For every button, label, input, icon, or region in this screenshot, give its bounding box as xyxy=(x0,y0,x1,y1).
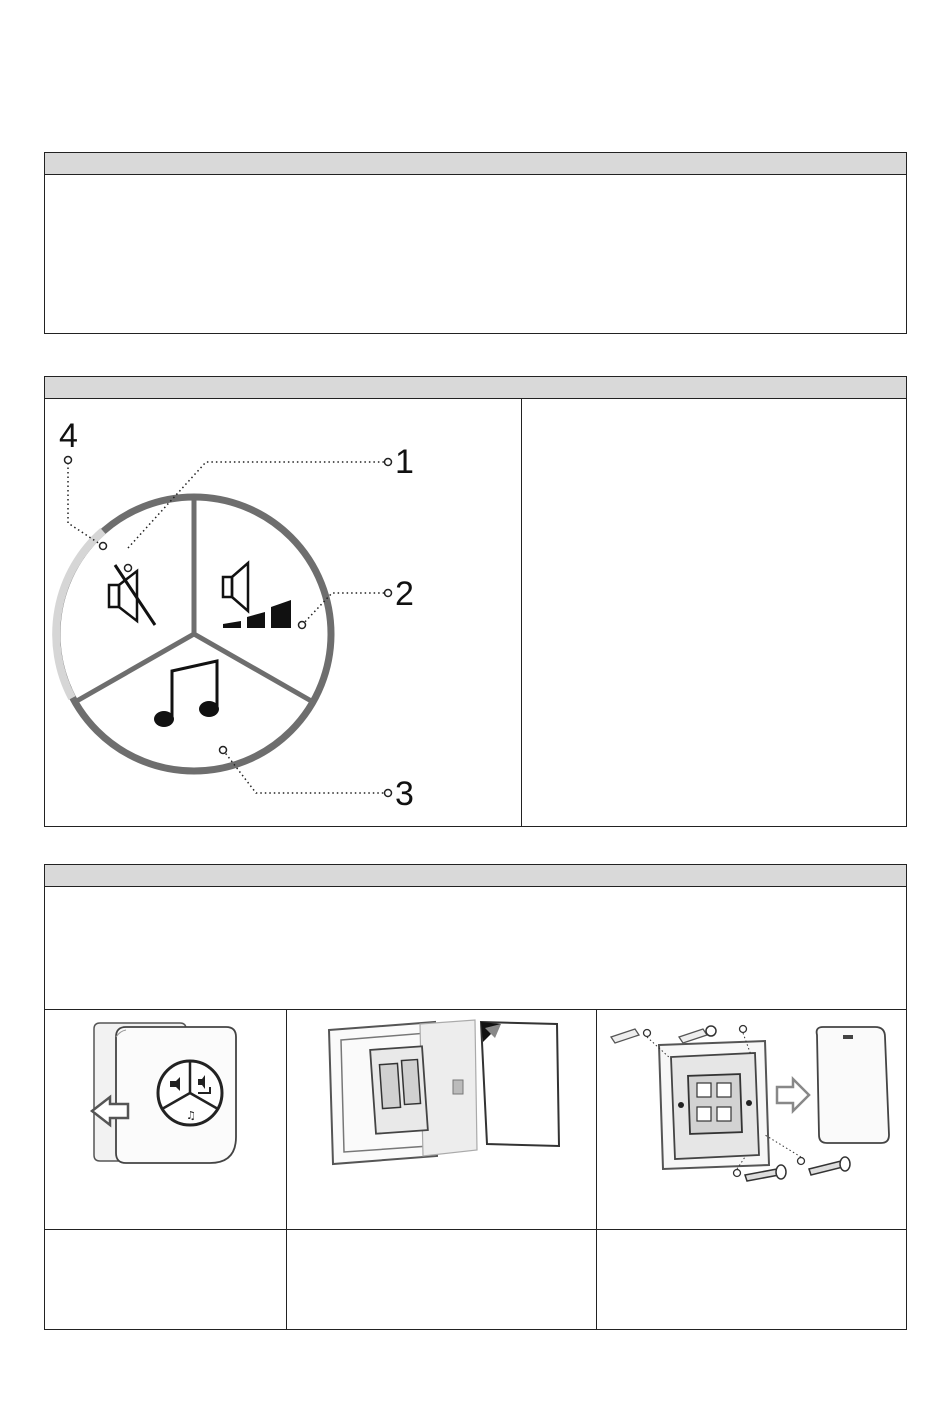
section-2-box xyxy=(44,376,907,827)
callout-4-label: 4 xyxy=(59,417,78,455)
adhesive-pad-mounting-icon xyxy=(325,1020,560,1170)
step-2-illustration xyxy=(325,1020,560,1170)
step-3-caption xyxy=(607,1239,897,1319)
section-2-column-divider xyxy=(521,399,522,826)
step-3-illustration xyxy=(605,1015,895,1185)
captions-top-rule xyxy=(45,1229,906,1230)
step-1-illustration xyxy=(90,1015,250,1165)
section-1-box xyxy=(44,152,907,334)
callout-1-label: 1 xyxy=(395,443,414,481)
device-diagram-svg xyxy=(51,405,451,805)
device-diagram xyxy=(51,405,451,813)
callout-3-label: 3 xyxy=(395,775,414,813)
detach-pushbutton-from-base-icon xyxy=(90,1015,250,1165)
section-3-box xyxy=(44,864,907,1330)
screw-mounting-with-cover-icon xyxy=(605,1015,895,1185)
svg-text:♫: ♫ xyxy=(186,1109,196,1122)
steps-top-rule xyxy=(45,1009,906,1010)
callout-2-label: 2 xyxy=(395,575,414,613)
section-3-header-bar xyxy=(45,865,906,887)
step-1-caption xyxy=(55,1239,275,1319)
section-1-header-bar xyxy=(45,153,906,175)
section-2-header-bar xyxy=(45,377,906,399)
steps-divider-2 xyxy=(596,1009,597,1329)
step-2-caption xyxy=(297,1239,587,1319)
steps-divider-1 xyxy=(286,1009,287,1329)
